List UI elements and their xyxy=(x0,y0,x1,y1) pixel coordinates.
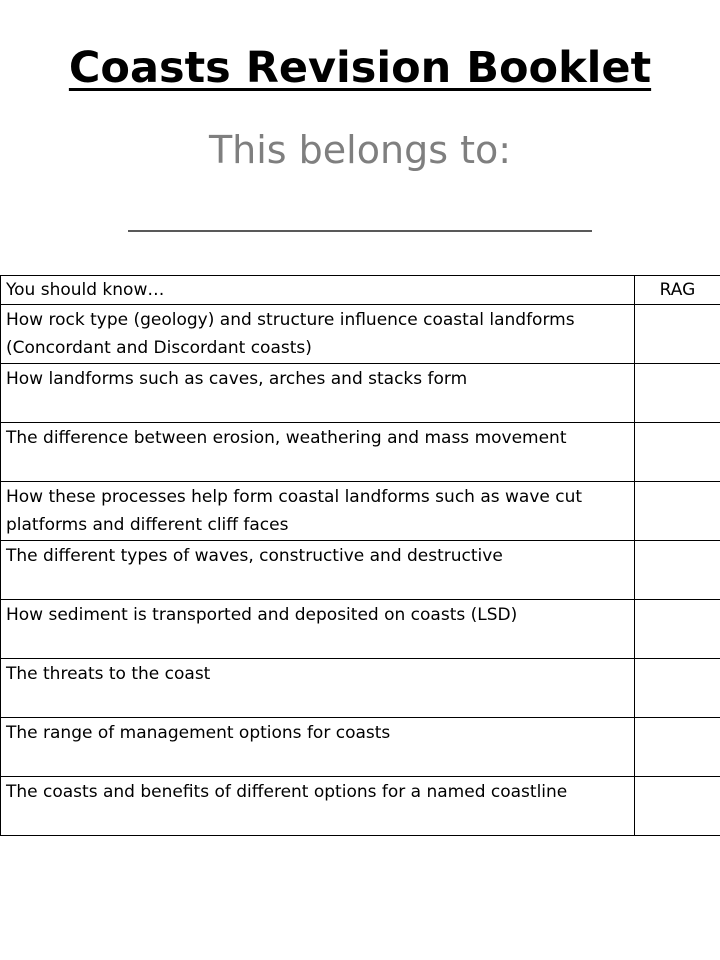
topic-cell: How sediment is transported and deposited on coasts (LSD) xyxy=(1,600,635,659)
table-row xyxy=(1,482,720,541)
page-title: Coasts Revision Booklet xyxy=(68,43,652,93)
table-row xyxy=(1,777,720,836)
table-header-row xyxy=(1,276,720,305)
topic-cell: The threats to the coast xyxy=(1,659,635,718)
rag-cell[interactable] xyxy=(635,305,720,364)
topic-cell: The difference between erosion, weathering and mass movement xyxy=(1,423,635,482)
rag-cell[interactable] xyxy=(635,423,720,482)
topic-cell: How rock type (geology) and structure influence coastal landforms (Concordant and Discordant coasts) xyxy=(1,305,635,364)
rag-cell[interactable] xyxy=(635,482,720,541)
rag-cell[interactable] xyxy=(635,777,720,836)
header-rag: RAG xyxy=(635,276,720,305)
table-row xyxy=(1,600,720,659)
rag-cell[interactable] xyxy=(635,541,720,600)
rag-cell[interactable] xyxy=(635,600,720,659)
table-row xyxy=(1,718,720,777)
topic-cell: The range of management options for coasts xyxy=(1,718,635,777)
table-row xyxy=(1,364,720,423)
owner-label: This belongs to: xyxy=(208,128,512,172)
revision-checklist-table xyxy=(0,275,720,836)
topic-cell: The different types of waves, constructive and destructive xyxy=(1,541,635,600)
topic-cell: How these processes help form coastal landforms such as wave cut platforms and different cliff faces xyxy=(1,482,635,541)
table-row xyxy=(1,541,720,600)
topic-cell: The coasts and benefits of different options for a named coastline xyxy=(1,777,635,836)
rag-cell[interactable] xyxy=(635,364,720,423)
table-row xyxy=(1,305,720,364)
header-you-should-know: You should know… xyxy=(1,276,635,305)
owner-name-line[interactable] xyxy=(128,230,592,232)
rag-cell[interactable] xyxy=(635,718,720,777)
table-row xyxy=(1,659,720,718)
topic-cell: How landforms such as caves, arches and stacks form xyxy=(1,364,635,423)
table-row xyxy=(1,423,720,482)
rag-cell[interactable] xyxy=(635,659,720,718)
